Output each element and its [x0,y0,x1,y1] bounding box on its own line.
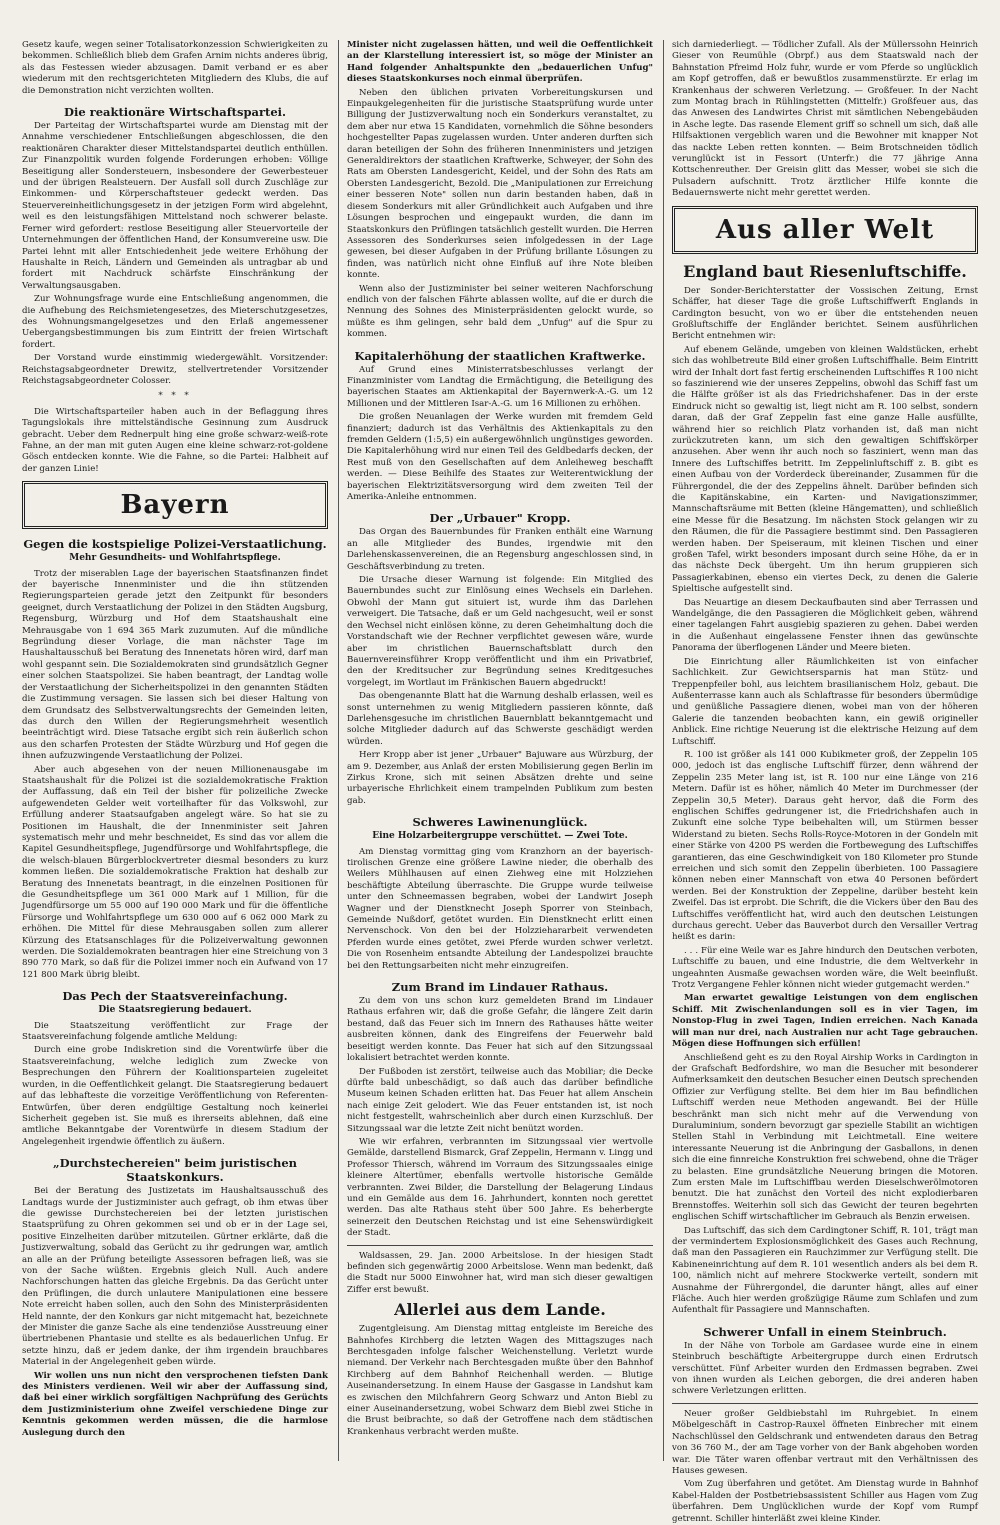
paragraph: Durch eine grobe Indiskretion sind die Vorentwürfe über die Staatsvereinfachung, welche lediglich zum Zwecke von Besprechungen den Führern der Koalitionsparteien zugeleitet wurden, in die Oeffentlichkeit gelangt. Die Staatsregierung bedauert auf das lebhafteste die vorzeitige Veröffentlichung von Referenten-Entwürfen, über deren endgültige Gestaltung noch keinerlei Sicherheit gegeben ist. Sie muß es ihrerseits ablehnen, daß eine amtliche Bekanntgabe der Vorentwürfe in diesem Stadium der Angelegenheit irgendwie öffentlich zu äußern. [22,1045,328,1147]
paragraph: . . . Für eine Weile war es Jahre hindurch den Deutschen verboten, Luftschiffe zu bauen, und eine Industrie, die dem Weltverkehr in ungeahnten Ausmaße gewachsen worden wäre, die Welt beeinflußt. Trotz Vergangene Fehler können nicht wieder gutgemacht werden." [672,945,978,991]
paragraph: Am Dienstag vormittag ging vom Kranzhorn an der bayerisch-tirolischen Grenze eine größere Lawine nieder, die oberhalb des Weilers Mühlhausen auf einen Ziehweg eine mit Holzziehen beschäftigte Abteilung überraschte. Die Gruppe wurde teilweise unter den Schneemassen begraben, wobei der Landwirt Joseph Wagner und der Dienstknecht Joseph Sporrer von Steinbach, Gemeinde Nußdorf, getötet wurden. Ein Dienstknecht erlitt einen Nervenschock. Von den bei der Holzziehararbeit verwendeten Pferden wurde eines getötet, zwei Pferde wurden schwer verletzt. Die von Rosenheim entsandte Abteilung der Landespolizei brauchte bei den Rettungsarbeiten nicht mehr einzugreifen. [347,846,653,971]
paragraph: Vom Zug überfahren und getötet. Am Dienstag wurde in Bahnhof Kabel-Halden der Postbetriebsassistent Schiller aus Hagen vom Zug überfahren. Dem Unglücklichen wurde der Kopf vom Rumpf getrennt. Schiller hinterläßt zwei kleine Kinder. [672,1479,978,1524]
article-headline: Das Pech der Staatsvereinfachung. [62,989,288,1004]
paragraph: Das Organ des Bauernbundes für Franken enthält eine Warnung an alle Mitglieder des Bundes, irgendwie mit den Darlehenskassenvereinen, die an Regensburg angeschlossen sind, in Geschäftsverbindung zu treten. [347,527,653,572]
paragraph: Minister nicht zugelassen hätten, und weil die Oeffentlichkeit an der Klarstellung interessiert ist, so möge der Minister an Hand folgender Anhaltspunkte den „bedauerlichen Unfug" dieses Staatskonkurses noch einmal überprüfen. [347,40,653,85]
column-left [22,40,328,1461]
article-headline: Zum Brand im Lindauer Rathaus. [391,980,609,995]
paragraph: Neuer großer Geldbiebstahl im Ruhrgebiet. In einem Möbelgeschäft in Castrop-Rauxel öffneten Einbrecher mit einem Nachschlüssel den Geldschrank und entwendeten daraus den Betrag von 36 760 M., der am Tage vorher von der Bank abgehoben worden war. Die Täter waren offenbar vertraut mit den Verhältnissen des Hauses gewesen. [672,1408,978,1476]
divider [347,1245,653,1246]
article-subheadline: Die Staatsregierung bedauert. [98,1005,252,1016]
article-headline: Die reaktionäre Wirtschaftspartei. [63,105,287,120]
article-headline: Schweres Lawinenunglück. [412,815,588,830]
paragraph: Neben den üblichen privaten Vorbereitungskursen und Einpaukgelegenheiten für die juristische Staatsprüfung wurde unter Billigung der Justizverwaltung noch ein Sonderkurs veranstaltet, zu dem aber nur etwa 15 Kandidaten, vornehmlich die Söhne besonders hochgestellter Papas zugelassen wurden. Unter anderen durften sich daran beteiligen der Sohn des früheren Innenministers und jetzigen Generaldirektors der staatlichen Kraftwerke, Schweyer, der Sohn des Rats am Obersten Landesgericht, Keidel, und der Sohn des Rats am Obersten Landesgericht, Bezold. Die „Manipulationen zur Erreichung einer besseren Note" sollen nun darin bestanden haben, daß in diesem Sonderkurs mit aller Gründlichkeit auch Aufgaben und ihre Lösungen besprochen und eingepaukt wurden, die dann im Staatskonkurs den Prüflingen tatsächlich gestellt wurden. Die Herren Assessoren des Sonderkurses seien infolgedessen in der Lage gewesen, bei dieser Aufgaben in der Prüfung brillante Lösungen zu finden, was natürlich nicht ohne Einfluß auf ihre Note bleiben konnte. [347,87,653,281]
paragraph: In der Nähe von Torbole am Gardasee wurde eine in einem Steinbruch beschäftigte Arbeitergruppe durch einen Erdrutsch verschüttet. Fünf Arbeiter wurden den Erdmassen begraben. Zwei von ihnen wurden als Leichen geborgen, die drei anderen haben schwere Verletzungen erlitten. [672,1340,978,1397]
paragraph: sich darniederliegt. — Tödlicher Zufall. Als der Müllerssohn Heinrich Gieser von Reumühle (Obrpf.) aus dem Staatswald nach der Bahnstation Pfreimd Holz fuhr, wurde er vom Pferde so unglücklich am Kopf getroffen, daß er bewußtlos zusammenstürzte. Er erlag im Krankenhaus der schweren Verletzung. — Großfeuer. In der Nacht zum Montag brach in Rühlingstetten (Mittelfr.) Großfeuer aus, das das Anwesen des Landwirtes Christ mit sämtlichen Nebengebäuden in Asche legte. Das rasende Element griff so schnell um sich, daß alle Hilfsaktionen vergeblich waren und die Bewohner mit knapper Not das nackte Leben retten konnten. — Beim Brotschneiden tödlich verunglückt ist in Fessort (Unterfr.) die 77 jährige Anna Kottschenreuther. Der Greisin glitt das Messer, wobei sie sich die Pulsadern aufschnitt. Trotz ärztlicher Hilfe konnte die Bedauernswerte nicht mehr gerettet werden. [672,40,978,199]
paragraph: Das obengenannte Blatt hat die Warnung deshalb erlassen, weil es sonst unternehmen zu wenig Mitgliedern passieren könnte, daß Darlehensgesuche im christlichen Bauernblatt bekanntgemacht und solche Mitglieder dadurch auf das Schwerste geschädigt werden würden. [347,691,653,747]
paragraph: Zugentgleisung. Am Dienstag mittag entgleiste im Bereiche des Bahnhofes Kirchberg die letzten Wagen des Mittagszuges nach Berchtesgaden infolge falscher Weichenstellung. Verletzt wurde niemand. Der Verkehr nach Berchtesgaden mußte über den Bahnhof Kirchberg auf dem Bahnhof Reichenhall werden. — Blutige Auseinandersetzung. In einem Hause der Gasgasse in Landshut kam es zwischen den Milchfahrern Georg Schwarz und Anton Biebl zu einer Auseinandersetzung, wobei Schwarz dem Biebl zwei Stiche in die Brust beibrachte, so daß der Getroffene nach dem städtischen Krankenhaus verbracht werden mußte. [347,1324,653,1437]
paragraph: Wenn also der Justizminister bei seiner weiteren Nachforschung endlich von der falschen Fährte ablassen wollte, auf die er durch die Nennung des Sohnes des Ministerpräsidenten gelockt wurde, so müßte es ihm gelingen, sehr bald dem „Unfug" auf die Spur zu kommen. [347,283,653,340]
article-headline: Der „Urbauer" Kropp. [429,511,571,526]
paragraph: Die Staatszeitung veröffentlicht zur Frage der Staatsvereinfachung folgende amtliche Meldung: [22,1020,328,1043]
article-headline: „Durchstechereien" beim juristischen Staatskonkurs. [52,1156,298,1185]
column-middle [338,40,653,1461]
paragraph: Herr Kropp aber ist jener „Urbauer" Bajuware aus Würzburg, der am 9. Dezember, aus Anlaß der ersten Mobilisierung gegen Berlin im Zirkus Krone, sich mit seinen Absätzen drehte und seine urbayerische Ehrlichkeit einem trampelnden Publikum zum besten gab. [347,750,653,806]
column-right [663,40,979,1524]
paragraph: Die Wirtschaftsparteiler haben auch in der Beflaggung ihres Tagungslokals ihre mittelständische Gesinnung zum Ausdruck gebracht. Ueber dem Rednerpult hing eine große schwarz-weiß-rote Fahne, an der man mit guten Augen eine kleine schwarz-rot-goldene Gösch entdecken konnte. Wie die Fahne, so die Partei: Halbheit auf der ganzen Linie! [22,406,328,474]
paragraph: Zu dem von uns schon kurz gemeldeten Brand im Lindauer Rathaus erfahren wir, daß die große Gefahr, die längere Zeit darin bestand, daß das Feuer sich im Innern des Rathauses hätte weiter ausbreiten können, dank des Eingreifens der Feuerwehr bald beseitigt werden konnte. Das Feuer hat sich auf den Sitzungssaal lokalisiert betrachtet werden konnte. [347,996,653,1064]
section-headline-allerlei: Allerlei aus dem Lande. [394,1300,606,1320]
paragraph: Man erwartet gewaltige Leistungen von dem englischen Schiff. Mit Zwischenlandungen soll es in vier Tagen, im Nonstop-Flug in zwei Tagen, Indien erreichen. Nach Kanada will man nur drei, nach Australien nur acht Tage gebrauchen. Mögen diese Hoffnungen sich erfüllen! [672,993,978,1050]
paragraph: Die Ursache dieser Warnung ist folgende: Ein Mitglied des Bauernbundes sucht zur Einlösung eines Wechsels ein Darlehen. Obwohl der Mann gut situiert ist, wurde ihm das Darlehen verweigert. Die Tatsache, daß er um Geld nachgesucht, weil er sonst den Wechsel nicht einlösen könne, zu deren Geheimhaltung doch die Vorstandschaft wie der Rechner verpflichtet gewesen wäre, wurde aber im christlichen Bauernschaftsblatt durch den Bauernvereinsführer Kropp veröffentlicht und ihm ein Privatbrief, den der Kreditsucher zur Begründung seines Kreditgesuches vorgelegt, im Wortlaut im Fränkischen Bauern abgedruckt! [347,575,653,688]
paragraph: Das Neuartige an diesem Deckaufbauten sind aber Terrassen und Wandelgänge, die den Passagieren die Möglichkeit geben, während einer tagelangen Fahrt ausgiebig spazieren zu gehen. Dabei werden in die Außenhaut eingelassene Fenster ihnen das gewünschte Panorama der überflogenen Länder und Meere bieten. [672,597,978,654]
divider [672,1403,978,1404]
article-subheadline: Mehr Gesundheits- und Wohlfahrtspflege. [69,553,281,564]
paragraph: Wir wollen uns nun nicht den versprochenen tiefsten Dank des Ministers verdienen. Weil wir aber der Auffassung sind, daß bei einer wirklich sorgfältigen Nachprüfung des Gerüchts dem Justizministerium ohne Zweifel verschiedene Dinge zur Kenntnis gekommen werden müssen, die die harmlose Auslegung durch den [22,1370,328,1438]
paragraph: Der Vorstand wurde einstimmig wiedergewählt. Vorsitzender: Reichstagsabgeordneter Drewitz, stellvertretender Vorsitzender Reichstagsabgeordneter Colosser. [22,353,328,386]
paragraph: R. 100 ist größer als 141 000 Kubikmeter groß, der Zeppelin 105 000, jedoch ist das englische Luftschiff fürzer, denn während der Zeppelin 235 Meter lang ist, ist R. 100 nur eine Länge von 216 Metern. Dafür ist es höher, nämlich 40 Meter im Durchmesser (der Zeppelin 30,5 Meter). Daraus geht hervor, daß die Form des englischen Schiffes gedrungener ist, die Friedrichshafen auch in Zukunft eine solche Type beibehalten will, um Stürmen besser Widerstand zu bieten. Sechs Rolls-Royce-Motoren in der Gondeln mit einer Stärke von 4200 PS werden die Fortbewegung des Luftschiffes garantieren, das eine Geschwindigkeit von 180 Kilometer pro Stunde erreichen und sich somit den Zeppelin überbieten. 100 Passagiere können neben einer Mannschaft von etwa 40 Personen befördert werden. Bei der Konstruktion der Zeppeline, darüber besteht kein Zweifel. Das ist erprobt. Die Schrift, die die Vickers über den Bau des Luftschiffes veröffentlicht hat, wird auch den deutschen Leistungen durchaus gerecht. Ueber das Bauverbot durch den Versailler Vertrag heißt es darin: [672,749,978,943]
paragraph: Die Einrichtung aller Räumlichkeiten ist von einfacher Sachlichkeit. Zur Gewichtsersparnis hat man Stütz- und Treppenpfeiler bohl, aus leichtem brasilianischem Holz, gebaut. Die Außenterrasse kann auch als Schlaftrasse für besonders übermüdige und genüßliche Passagiere dienen, wobei man von der höheren Galerie die tanzenden beobachten kann, ein gewiß origineller Anblick. Eine richtige Neuerung ist die elektrische Heizung auf dem Luftschiff. [672,656,978,747]
separator-asterisks: * * * [158,391,192,402]
paragraph: Wie wir erfahren, verbrannten im Sitzungssaal vier wertvolle Gemälde, darstellend Bismarck, Graf Zeppelin, Hermann v. Lingg und Professor Thiersch, während im Vorraum des Sitzungssaales einige kleinere Altertümer, ebenfalls wertvolle historische Gemälde verbrannten. Zwei Bilder, die Darstellung der Belagerung Lindaus und ein Gemälde aus dem 16. Jahrhundert, konnten noch gerettet werden. Das alte Rathaus steht über 500 Jahre. Es beherbergte seinerzeit den Deutschen Reichstag und ist eine Sehenswürdigkeit der Stadt. [347,1136,653,1239]
paragraph: Auf ebenem Gelände, umgeben von kleinen Waldstücken, erhebt sich das wohlbetreute Bild einer großen Luftschiffhalle. Beim Eintritt wird der Inhalt dort fast fertig erscheinenden Luftschiffes R 100 nicht so faszinierend wie der unseres Zeppelins, obwohl das Schiff fast um die Hälfte größer ist als das Friedrichshafener. Das in der erste Eindruck nicht so gewaltig ist, liegt nicht am R. 100 selbst, sondern daran, daß der Graf Zeppelin fast eine ganze Halle ausfüllte, während hier so reichlich Platz vorhanden ist, daß man nicht zurückzutreten kann, um sich den gewaltigen Schiffskörper anzusehen. Aber wenn ihr auch noch so fasziniert, wenn man das Innere des Luftschiffes betritt. Im Zeppelinluftschiff z. B. gibt es einen Aufbau von der Vorderdeck übereinander, Zusammen für die Führergondel, die der des Zeppelins ähnelt. Darüber befinden sich die Kapitänskabine, ein Karten- und Navigationszimmer, Mannschaftsräume mit Betten (kleine Hängematten), und schließlich eine Messe für die Besatzung. Im nächsten Stock gelangen wir zu den Räumen, die für die Passagiere bestimmt sind. Den Passagieren werden haben. Der Speiseraum, mit kleinen Tischen und einer großen Tafel, wirkt besonders imposant durch seine Höhe, da er in das nächste Deck übergeht. Um ihn herum gruppieren sich Passagierkabinen, ebenso ein viertes Deck, zu denen die Galerie Spieltische aufgestellt sind. [672,344,979,595]
paragraph: Auf Grund eines Ministerratsbeschlusses verlangt der Finanzminister vom Landtag die Ermächtigung, die Beteiligung des bayerischen Staates am Aktienkapital der Bayernwerk-A.-G. um 12 Millionen und der Mittleren Isar-A.-G. um 16 Millionen zu erhöhen. [347,364,653,409]
paragraph: Der Fußboden ist zerstört, teilweise auch das Mobiliar; die Decke dürfte bald unbeschädigt, so daß auch das darüber befindliche Museum keinen Schaden erlitten hat. Das Feuer hat allem Anschein nach einige Zeit gelodert. Wie das Feuer entstanden ist, ist noch nicht festgestellt, wahrscheinlich aber durch einen Kurzschluß. Der Sitzungssaal war die letzte Zeit nicht benützt worden. [347,1066,653,1134]
paragraph: Bei der Beratung des Justizetats im Haushaltsausschuß des Landtags wurde der Justizminister auch gefragt, ob ihm etwas über die gewisse Durchstechereien bei der letzten juristischen Staatsprüfung zu Ohren gekommen sei und ob er in der Lage sei, positive Einzelheiten darüber mitzuteilen. Gürtner erklärte, daß die Justizverwaltung, sobald das Gerücht zu ihr gedrungen war, amtlich an alle an der Prüfung beteiligte Assessoren befragen ließ, was sie von der Sache wüßten. Ergebnis gleich Null. Auch andere Nachforschungen hatten das gleiche Ergebnis. Da das Gerücht unter den Prüflingen, die durch unlautere Manipulationen eine bessere Note erreicht haben sollen, auch den Sohn des Ministerpräsidenten Held nannte, der den Konkurs gar nicht mitgemacht hat, bezeichnete der Minister die ganze Sache als eine tendenziöse Ausstreuung einer übertriebenen Phantasie und stellte es als bedauerlichen Unfug. Er setzte hinzu, daß er jedem danke, der ihm irgendein brauchbares Material in der Angelegenheit geben würde. [22,1186,328,1368]
section-header-aus-aller-welt: Aus aller Welt [672,206,978,254]
paragraph: Zur Wohnungsfrage wurde eine Entschließung angenommen, die die Aufhebung des Reichsmietengesetzes, des Mieterschutzgesetzes, des Wohnungsmangelgesetzes und den Erlaß angemessener Uebergangsbestimmungen bis zum Eintritt der freien Wirtschaft fordert. [22,294,328,350]
paragraph: Das Luftschiff, das sich dem Cardingtoner Schiff, R. 101, trägt man der vermindertem Explosionsmöglichkeit des Gases auch Rechnung, daß man den Passagieren ein Rauchzimmer zur Verfügung stellt. Die Kabineneinrichtung auf dem R. 101 wesentlich anders als bei dem R. 100, nämlich nicht auf mehrere Stockwerke verteilt, sondern mit Ausnahme der Führergondel, die darunter hängt, alles auf einer Fläche. Auch hier werden großzügige Räume zum Schlafen und zum Aufenthalt für Passagiere und Mannschaften. [672,1225,978,1316]
paragraph: Die großen Neuanlagen der Werke wurden mit fremdem Geld finanziert; dadurch ist das Verhältnis des Aktienkapitals zu den fremden Geldern (1:5,5) ein außergewöhnlich ungünstiges geworden. Die Kapitalerhöhung wird nur einen Teil des Geldbedarfs decken, der Rest muß von den Gesellschaften auf dem Anleiheweg beschafft werden. — Diese Beihilfe des Staates zur Weiterentwicklung der bayerischen Elektrizitätsversorgung wird dem zweiten Teil der Amerika-Anleihe entnommen. [347,412,653,503]
section-header-bayern: Bayern [22,481,328,529]
article-headline: England baut Riesenluftschiffe. [683,261,967,281]
paragraph: Waldsassen, 29. Jan. 2000 Arbeitslose. In der hiesigen Stadt befinden sich gegenwärtig 2000 Arbeitslose. Wenn man bedenkt, daß die Stadt nur 5000 Einwohner hat, wird man sich dieser gewaltigen Ziffer erst bewußt. [347,1250,653,1295]
paragraph: Trotz der miserablen Lage der bayerischen Staatsfinanzen findet der bayerische Innenminister und die ihn stützenden Regierungsparteien gerade jetzt den Zeitpunkt für besonders geeignet, durch Verstaatlichung der Polizei in den Städten Augsburg, Regensburg, Würzburg und Hof dem Staatshaushalt eine Mehrausgabe von 1 694 365 Mark zuzumuten. Auf die mündliche Begründung dieser Vorlage, die man nächster Tage im Haushaltausschuß bei Beratung des Innenetats hören wird, darf man wohl gespannt sein. Die Sozialdemokraten sind grundsätzlich Gegner einer solchen Staatspolizei. Sie haben beantragt, der Landtag wolle der Verstaatlichung der Sicherheitspolizei in den genannten Städten die Zustimmung versagen. Sie lassen sich bei dieser Haltung von dem Grundsatz des Selbstverwaltungsrechts der Gemeinden leiten, das durch den Willen der Regierungsmehrheit wesentlich beeinträchtigt wird. Diese Tatsache ergibt sich rein äußerlich schon aus den scharfen Protesten der Städte Würzburg und Hof gegen die ihnen aufzuzwingende Verstaatlichung der Polizei. [22,568,328,762]
paragraph: Anschließend geht es zu den Royal Airship Works in Cardington in der Grafschaft Bedfordshire, wo man die Besucher mit besonderer Aufmerksamkeit den deutschen Besucher einen Deutsch sprechenden Offizier zur Verfügung stellte. Bei dem hier im Bau befindlichen Luftschiff werden neue Methoden angewandt. Bei der Hülle beschränkt man sich nicht mehr auf die Verwendung von Duraluminium, sondern bevorzugt gar spezielle Stabilit an wichtigen Stellen Stahl in Verbindung mit Leichtmetall. Eine weitere interessante Neuerung ist die Anbringung der Gasballons, in denen sich die eine finnreiche Konstruktion frei schwebend, ohne die Träger zu belasten. Eine grundsätzliche Neuerung bringen die Motoren. Zum ersten Male im Luftschiffbau werden Dieselschwerölmotoren benutzt. Die hat zunächst den Vorteil des nicht explodierbaren Brennstoffes. Weiterhin soll sich das Gewicht der teuren begehrten englischen Schiff wirtschaftlicher im Gebrauch als Benzin erweisen. [672,1052,978,1223]
paragraph: Der Sonder-Berichterstatter der Vossischen Zeitung, Ernst Schäffer, hat dieser Tage die große Luftschiffwerft Englands in Cardington besucht, von wo er über die entstehenden neuen Großluftschiffe der Engländer berichtet. Seinem ausführlichen Bericht entnehmen wir: [672,285,978,342]
paragraph: Gesetz kaufe, wegen seiner Totalisatorkonzession Schwierigkeiten zu bekommen. Schließlich blieb dem Grafen Arnim nichts anderes übrig, als das Festessen wieder abzusagen. Damit verband er es aber wiederum mit den rechtsgerichteten Mitgliedern des Klubs, die auf die Demonstration nicht verzichten wollten. [22,40,328,96]
paragraph: Aber auch abgesehen von der neuen Millionenausgabe im Staatshaushalt für die Polizei ist die sozialdemokratische Fraktion der Auffassung, daß ein Teil der bisher für polizeiliche Zwecke aufgewendeten Gelder weit vorteilhafter für das Volkswohl, zur Erfüllung anderer Staatsaufgaben angelegt wäre. So hat sie zu Positionen im Haushalt, die der Innenminister seit Jahren systematisch mehr und mehr beschneidet, Es sind das vor allem die Kapitel Gesundheitspflege, Jugendfürsorge und Wohlfahrtspflege, die die welsch-blauen Bürgerblockvertreter diesmal besonders zu kurz kommen ließen. Die sozialdemokratische Fraktion hat deshalb zur Beratung des Innenetats beantragt, in die einzelnen Positionen für die Gesundheitspflege um 361 000 Mark auf 1 Million, für die Jugendfürsorge um 55 000 auf 190 000 Mark und für die öffentliche Fürsorge und Wohlfahrtspflege um 630 000 auf 6 062 000 Mark zu erhöhen. Die Mittel für diese Mehrausgaben sollen zum allerer Kürzung des Etatsanschlages für die Polizeiverwaltung gewonnen werden. Die Sozialdemokraten beantragen hier eine Streichung von 3 890 770 Mark, so daß für die Polizei immer noch ein Aufwand von 17 121 800 Mark übrig bleibt. [22,764,328,980]
article-headline: Schwerer Unfall in einem Steinbruch. [703,1324,947,1339]
article-subheadline: Eine Holzarbeitergruppe verschüttet. — Zwei Tote. [372,831,628,842]
article-headline: Gegen die kostspielige Polizei-Verstaatlichung. [23,537,327,552]
paragraph: Der Parteitag der Wirtschaftspartei wurde am Dienstag mit der Annahme verschiedener Entschließungen abgeschlossen, die den reaktionären Charakter dieser Mittelstandspartei deutlich enthüllen. Zur Finanzpolitik wurden folgende Forderungen erhoben: Völlige Beseitigung aller Sondersteuern, insbesondere der Gewerbesteuer und der übrigen Realsteuern. Der Ausfall soll durch Zuschläge zur Einkommen- und Körperschaftsteuer gedeckt werden. Das Steuervereinheitlichungsgesetz in der jetzigen Form wird abgelehnt, weil es den leistungsfähigen Mittelstand noch schwerer belaste. Ferner wird gefordert: restlose Beseitigung aller Steuervorteile der Unternehmungen der öffentlichen Hand, der Konsumvereine usw. Die Partei lehnt mit aller Entschiedenheit jede weitere Erhöhung der Haushalte in Reich, Ländern und Gemeinden als untragbar ab und fordert mit Nachdruck schärfste Einschränkung der Verwaltungsausgaben. [22,121,328,291]
article-headline: Kapitalerhöhung der staatlichen Kraftwerke. [354,348,646,363]
